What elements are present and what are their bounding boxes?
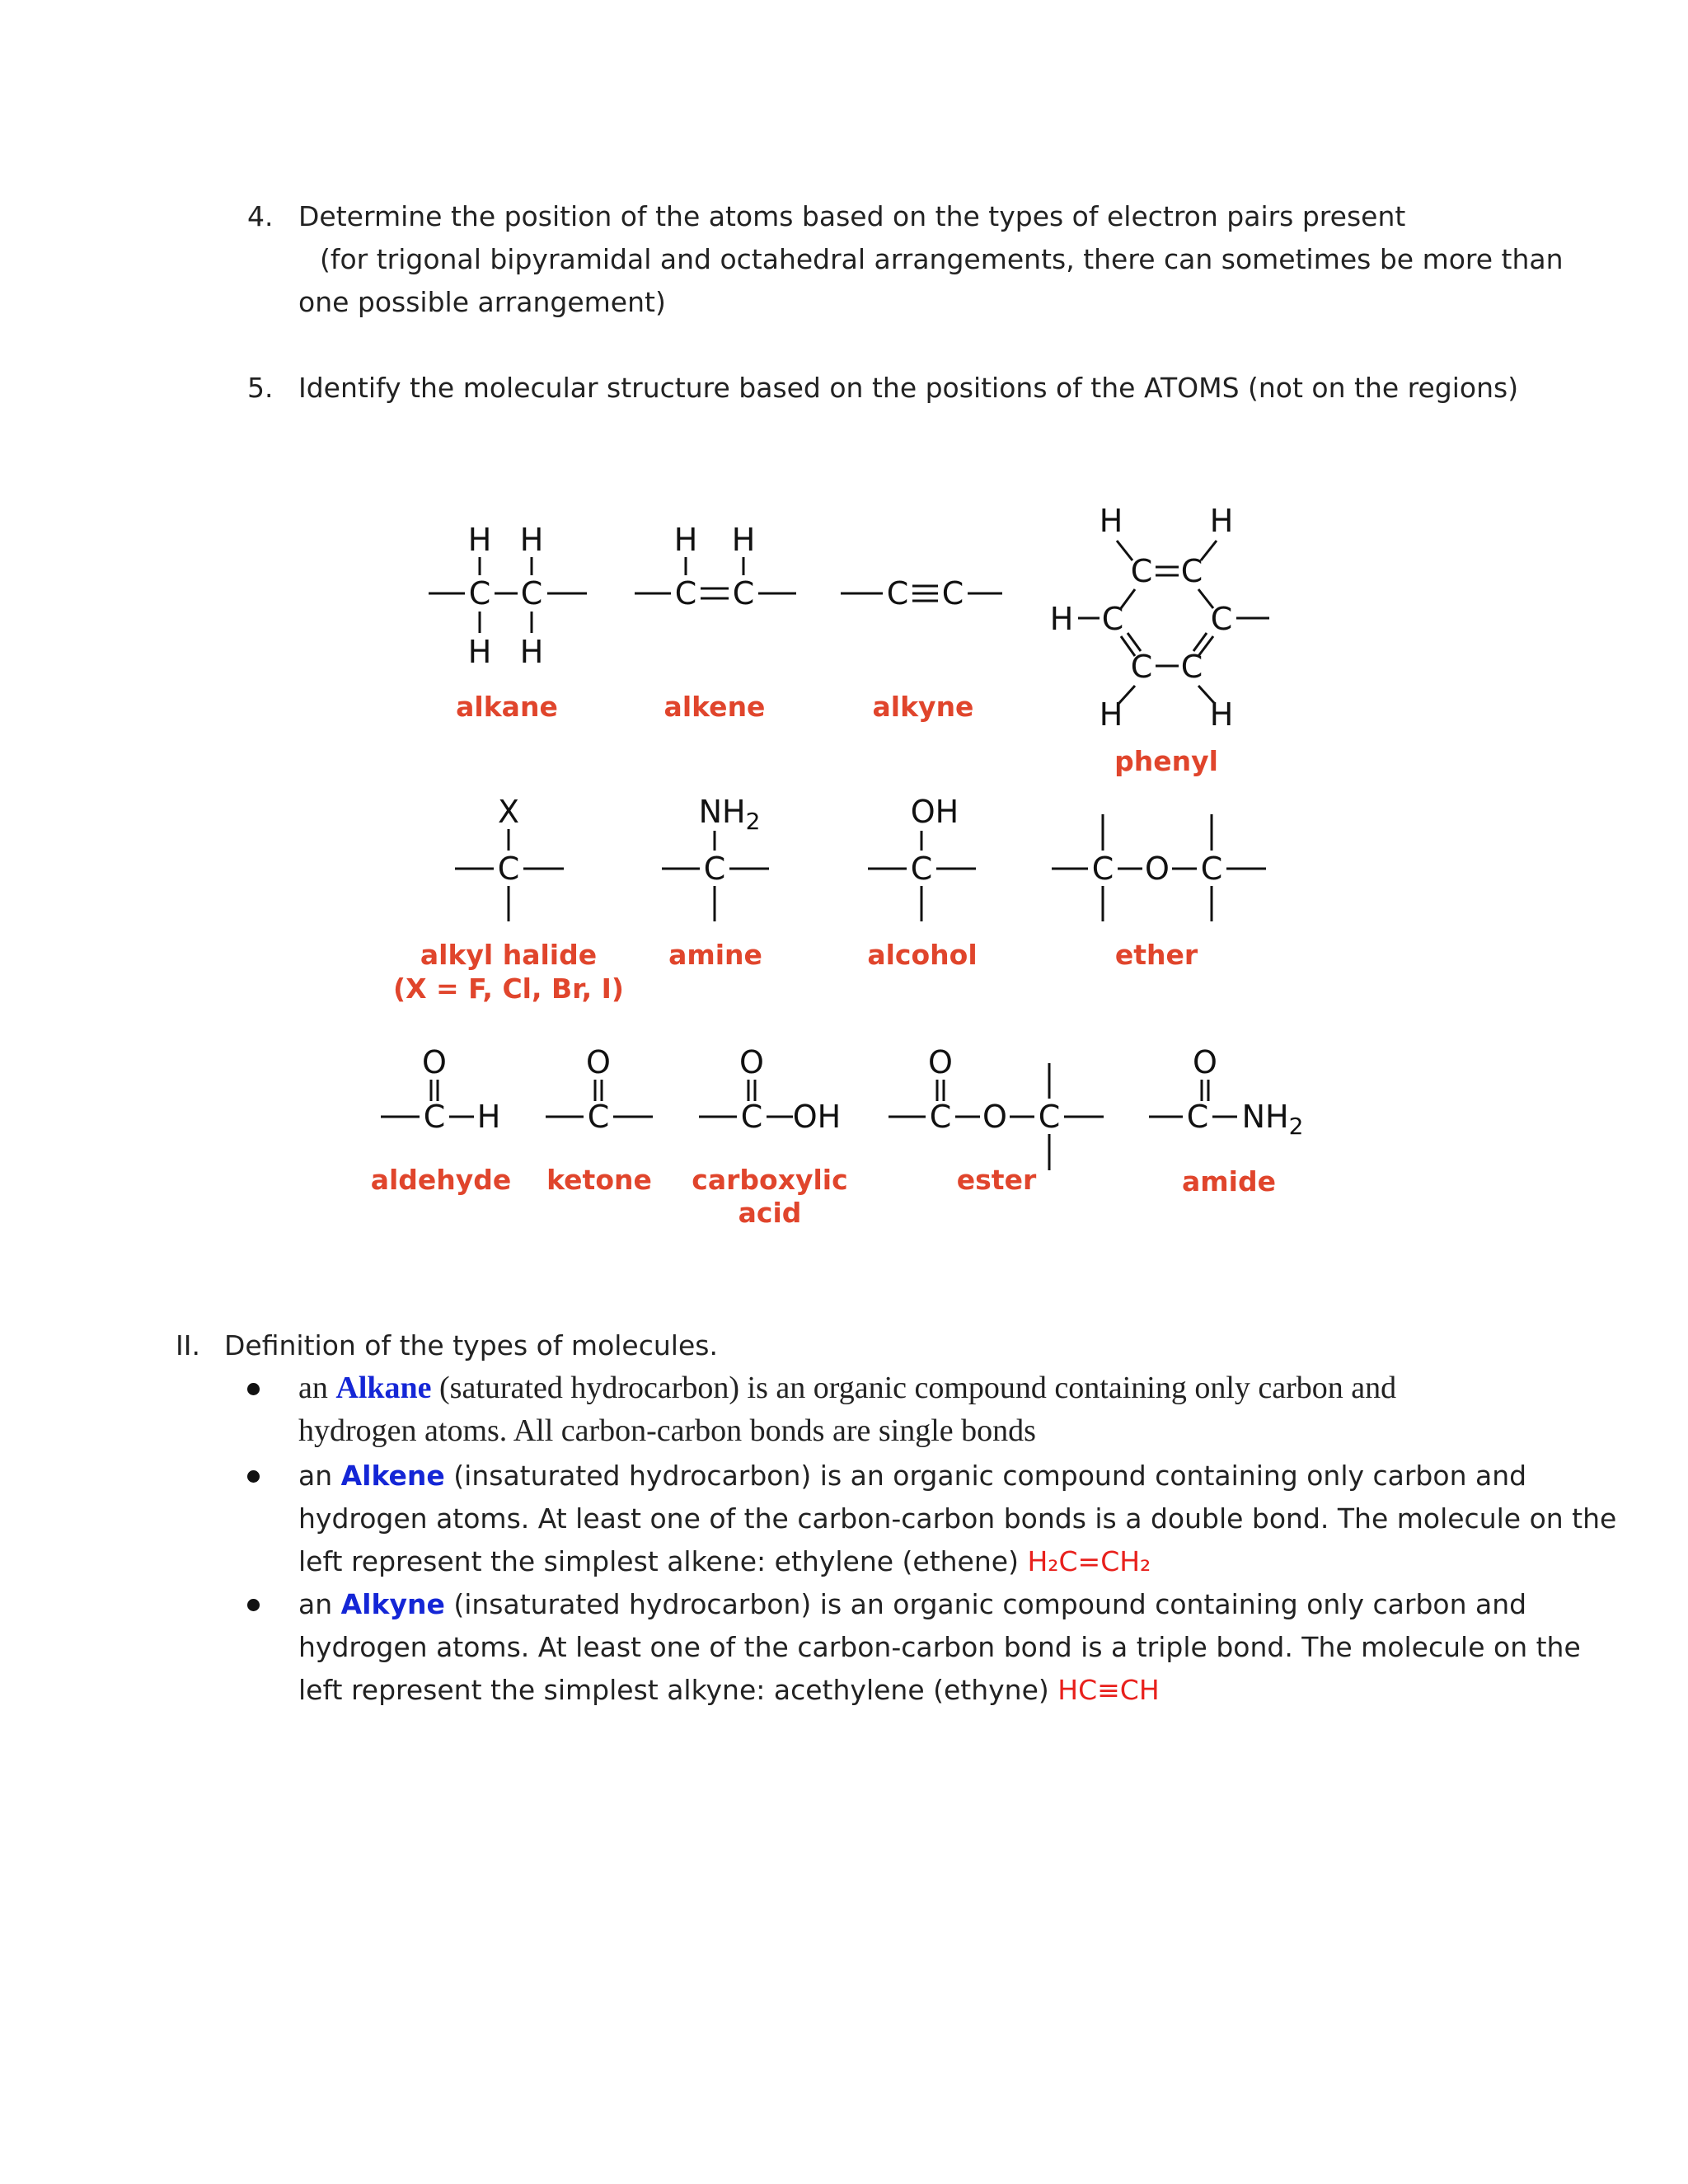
aldehyde-structure bbox=[422, 1044, 500, 1135]
atom-h: H bbox=[467, 634, 492, 670]
bullet-icon bbox=[247, 1470, 260, 1483]
atom-o: O bbox=[1193, 1044, 1217, 1080]
definition-alkyne bbox=[298, 1583, 1581, 1712]
atom-c: C bbox=[1200, 851, 1223, 887]
atom-h: H bbox=[1099, 503, 1123, 539]
label-alkyl-halide-note: (X = F, Cl, Br, I) bbox=[393, 972, 624, 1005]
atom-c: C bbox=[674, 575, 697, 612]
svg-text:NH2 bbox=[699, 794, 761, 835]
bullet-icon bbox=[247, 1599, 260, 1611]
atom-c: C bbox=[1130, 553, 1153, 589]
label-amine: amine bbox=[668, 939, 762, 971]
atom-o: O bbox=[422, 1044, 447, 1080]
atom-nh: NH bbox=[698, 794, 746, 830]
atom-h: H bbox=[1209, 503, 1234, 539]
atom-o: O bbox=[982, 1099, 1007, 1135]
atom-c: C bbox=[732, 575, 755, 612]
atom-c: C bbox=[1038, 1099, 1061, 1135]
label-alkyne: alkyne bbox=[872, 691, 974, 723]
step-text-line: Identify the molecular structure based on the positions of the ATOMS (not on the regions) bbox=[298, 372, 1519, 404]
alcohol-structure bbox=[911, 794, 959, 887]
item-prefix: an bbox=[298, 1588, 341, 1620]
label-ether: ether bbox=[1114, 939, 1198, 971]
item-text: (saturated hydrocarbon) is an organic compound containing only carbon and bbox=[431, 1371, 1397, 1405]
section-heading bbox=[176, 1324, 718, 1367]
label-aldehyde: aldehyde bbox=[370, 1164, 512, 1196]
item-text: (insaturated hydrocarbon) is an organic compound containing only carbon and bbox=[444, 1588, 1527, 1620]
label-carboxylic-acid-2: acid bbox=[738, 1197, 802, 1229]
atom-oh: OH bbox=[910, 794, 959, 830]
bullet-icon bbox=[247, 1383, 260, 1395]
atom-c: C bbox=[929, 1099, 952, 1135]
label-alkane: alkane bbox=[456, 691, 558, 723]
ketone-structure bbox=[586, 1044, 611, 1135]
atom-c: C bbox=[1180, 649, 1203, 685]
label-carboxylic-acid: carboxylic bbox=[692, 1164, 848, 1196]
step-text-line: (for trigonal bipyramidal and octahedral arrangements, there can sometimes be more than bbox=[320, 243, 1564, 275]
item-text: hydrogen atoms. At least one of the carbon-carbon bond is a triple bond. The molecule on the bbox=[298, 1631, 1581, 1663]
atom-c: C bbox=[587, 1099, 610, 1135]
term-alkyne: Alkyne bbox=[340, 1588, 445, 1620]
step-number: 5. bbox=[247, 372, 274, 404]
label-alkyl-halide: alkyl halide bbox=[420, 939, 598, 971]
item-text: hydrogen atoms. At least one of the carbon-carbon bonds is a double bond. The molecule on the bbox=[298, 1502, 1617, 1535]
label-alcohol: alcohol bbox=[867, 939, 978, 971]
atom-h: H bbox=[476, 1099, 501, 1135]
atom-o: O bbox=[739, 1044, 764, 1080]
atom-h: H bbox=[731, 522, 756, 558]
ether-structure bbox=[1092, 851, 1223, 887]
atom-nh: NH bbox=[1241, 1099, 1289, 1135]
definition-alkene bbox=[298, 1455, 1617, 1583]
item-text: hydrogen atoms. All carbon-carbon bonds are single bonds bbox=[298, 1413, 1036, 1448]
label-phenyl: phenyl bbox=[1114, 745, 1218, 777]
alkane-structure bbox=[468, 522, 544, 670]
atom-c: C bbox=[468, 575, 491, 612]
atom-o: O bbox=[928, 1044, 953, 1080]
phenyl-structure bbox=[1050, 503, 1234, 733]
atom-c: C bbox=[1091, 851, 1114, 887]
atom-h: H bbox=[673, 522, 698, 558]
atom-c: C bbox=[703, 851, 726, 887]
svg-text:NH2 bbox=[1242, 1099, 1304, 1140]
formula-ethylene: H₂C=CH₂ bbox=[1027, 1545, 1151, 1577]
step-text-line: Determine the position of the atoms based on the types of electron pairs present bbox=[298, 200, 1406, 232]
atom-c: C bbox=[910, 851, 933, 887]
amine-structure bbox=[699, 794, 761, 887]
section-numeral: II. bbox=[176, 1329, 200, 1361]
atom-h: H bbox=[519, 634, 544, 670]
atom-x: X bbox=[497, 794, 520, 830]
label-ester: ester bbox=[956, 1164, 1037, 1196]
item-text: (insaturated hydrocarbon) is an organic compound containing only carbon and bbox=[444, 1460, 1527, 1492]
atom-h: H bbox=[1099, 696, 1123, 733]
atom-c: C bbox=[740, 1099, 763, 1135]
atom-o: O bbox=[1145, 851, 1170, 887]
amide-structure bbox=[1187, 1044, 1304, 1140]
ester-structure bbox=[928, 1044, 1060, 1135]
subscript-2: 2 bbox=[745, 808, 761, 835]
atom-c: C bbox=[886, 575, 909, 612]
atom-c: C bbox=[1180, 553, 1203, 589]
atom-c: C bbox=[1101, 601, 1124, 637]
atom-h: H bbox=[467, 522, 492, 558]
atom-o: O bbox=[586, 1044, 611, 1080]
subscript-2: 2 bbox=[1288, 1113, 1304, 1140]
section-title: Definition of the types of molecules. bbox=[224, 1329, 718, 1361]
atom-oh: OH bbox=[792, 1099, 842, 1135]
term-alkene: Alkene bbox=[340, 1460, 445, 1492]
label-alkene: alkene bbox=[663, 691, 766, 723]
atom-c: C bbox=[497, 851, 520, 887]
atom-h: H bbox=[519, 522, 544, 558]
label-ketone: ketone bbox=[546, 1164, 652, 1196]
atom-h: H bbox=[1049, 601, 1074, 637]
label-amide: amide bbox=[1182, 1165, 1276, 1197]
formula-acetylene: HC≡CH bbox=[1057, 1674, 1160, 1706]
item-prefix: an bbox=[298, 1460, 341, 1492]
atom-c: C bbox=[520, 575, 543, 612]
atom-c: C bbox=[941, 575, 964, 612]
item-text: left represent the simplest alkyne: acethylene (ethyne) bbox=[298, 1674, 1058, 1706]
atom-c: C bbox=[1210, 601, 1233, 637]
atom-c: C bbox=[423, 1099, 446, 1135]
definition-alkane bbox=[298, 1366, 1518, 1452]
atom-h: H bbox=[1209, 696, 1234, 733]
step-number: 4. bbox=[247, 200, 274, 232]
term-alkane: Alkane bbox=[335, 1371, 432, 1405]
atom-c: C bbox=[1130, 649, 1153, 685]
atom-c: C bbox=[1186, 1099, 1209, 1135]
item-text: left represent the simplest alkene: ethylene (ethene) bbox=[298, 1545, 1028, 1577]
step-text-line: one possible arrangement) bbox=[298, 286, 666, 318]
item-prefix: an bbox=[298, 1371, 336, 1405]
